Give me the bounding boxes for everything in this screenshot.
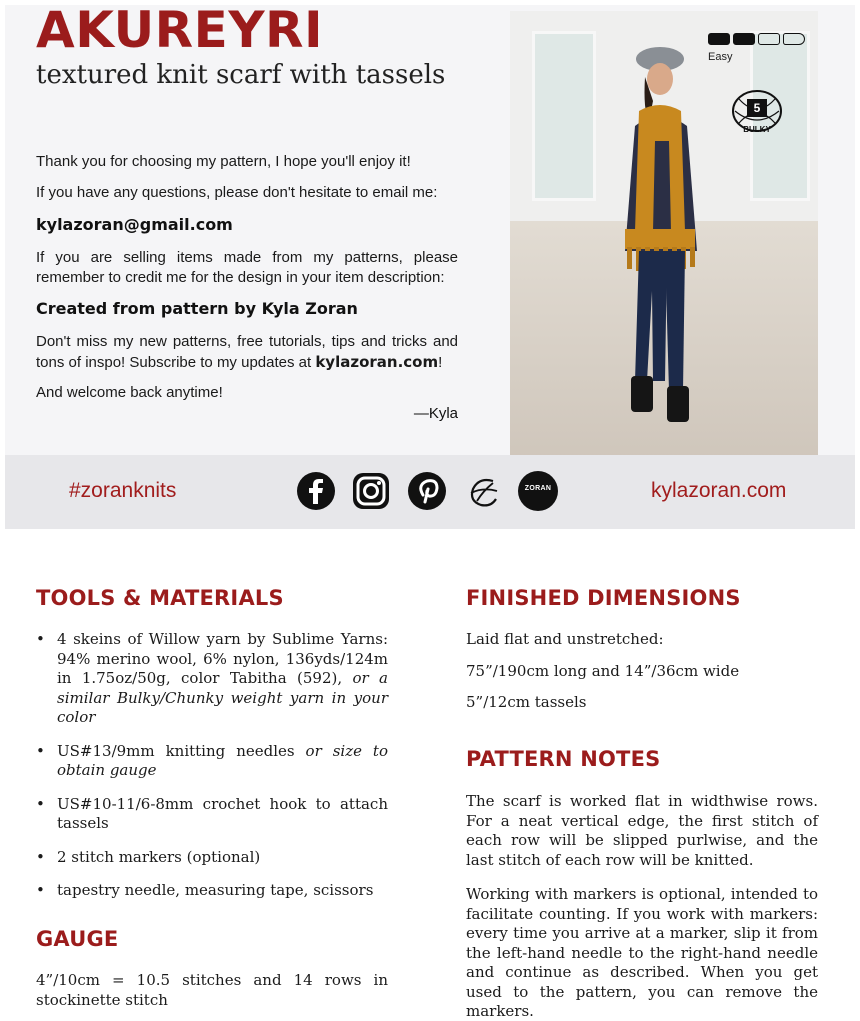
skill-level-bar xyxy=(733,33,755,45)
subscribe-link[interactable]: kylazoran.com xyxy=(315,353,439,371)
tools-item xyxy=(36,630,388,728)
tools-item xyxy=(36,848,388,868)
email-link[interactable]: kylazoran@gmail.com xyxy=(36,215,233,234)
yarn-weight-number: 5 xyxy=(753,101,761,115)
gauge-text: 4”/10cm = 10.5 stitches and 14 rows in stockinette stitch xyxy=(36,971,388,1009)
instagram-icon[interactable] xyxy=(351,471,391,511)
skill-level-bar xyxy=(783,33,805,45)
website-link[interactable]: kylazoran.com xyxy=(651,479,787,502)
skill-level-label: Easy xyxy=(708,51,733,63)
dimensions-line-1: Laid flat and unstretched: xyxy=(466,630,664,648)
subscribe-text xyxy=(36,332,458,373)
page-subtitle: textured knit scarf with tassels xyxy=(36,60,446,90)
model-figure xyxy=(605,31,725,431)
tools-item-text: US#10-11/6-8mm crochet hook to attach tassels xyxy=(57,794,388,832)
tools-item-note: or size to obtain gauge xyxy=(57,741,388,779)
skill-level-bar xyxy=(708,33,730,45)
notes-heading: PATTERN NOTES xyxy=(466,747,661,771)
hashtag-link[interactable]: #zoranknits xyxy=(69,479,177,502)
notes-paragraph-1: The scarf is worked flat in widthwise rows. For a neat vertical edge, the first stitch of each row will be slipped purlwise, and the last stitch of each row will be knitted. xyxy=(466,792,818,869)
tools-item-text: US#13/9mm knitting needles xyxy=(57,741,306,760)
signature: —Kyla xyxy=(413,405,458,422)
gauge-heading: GAUGE xyxy=(36,927,119,951)
subscribe-before: Don't miss my new patterns, free tutorials, tips and tricks and tons of inspo! Subscribe to my updates at xyxy=(36,333,458,371)
zoran-icon[interactable] xyxy=(518,471,558,511)
tools-item xyxy=(36,795,388,834)
dimensions-line-3: 5”/12cm tassels xyxy=(466,693,587,711)
selling-text: If you are selling items made from my patterns, please remember to credit me for the design in your item description: xyxy=(36,249,458,286)
tools-item-text: tapestry needle, measuring tape, scissors xyxy=(57,881,374,899)
social-band xyxy=(5,455,855,529)
dimensions-line-2: 75”/190cm long and 14”/36cm wide xyxy=(466,662,740,680)
tools-item-text: 4 skeins of Willow yarn by Sublime Yarns: 94% merino wool, 6% nylon, 136yds/124m in 1.75oz/50g, color Tabitha (592), xyxy=(57,630,388,687)
tools-item-note: or a similar Bulky/Chunky weight yarn in your color xyxy=(57,669,388,726)
tools-item xyxy=(36,881,388,901)
dimensions-heading: FINISHED DIMENSIONS xyxy=(466,586,741,610)
tools-heading: TOOLS & MATERIALS xyxy=(36,586,284,610)
photo-window-left xyxy=(532,31,596,201)
welcome-text: And welcome back anytime! xyxy=(36,384,223,401)
notes-paragraph-2: Working with markers is optional, intended to facilitate counting. If you work with markers: every time you arrive at a marker, slip it from the left-hand needle to the right-hand needle and continue as described. When you get used to the pattern, you can remove the markers. xyxy=(466,885,818,1020)
ravelry-icon[interactable] xyxy=(463,471,503,511)
credit-text: Created from pattern by Kyla Zoran xyxy=(36,299,358,318)
page-title: AKUREYRI xyxy=(36,1,324,59)
questions-text: If you have any questions, please don't hesitate to email me: xyxy=(36,184,438,201)
skill-level-bar xyxy=(758,33,780,45)
subscribe-after: ! xyxy=(438,354,443,371)
zoran-icon-text: ZORAN xyxy=(524,485,552,492)
tools-list xyxy=(36,630,388,915)
intro-panel xyxy=(5,1,855,455)
yarn-weight-label: BULKY xyxy=(743,125,771,134)
skill-level-badge xyxy=(708,33,805,45)
pinterest-icon[interactable] xyxy=(407,471,447,511)
tools-item xyxy=(36,742,388,781)
tools-item-text: 2 stitch markers (optional) xyxy=(57,847,261,866)
thanks-text: Thank you for choosing my pattern, I hope you'll enjoy it! xyxy=(36,153,411,170)
facebook-icon[interactable] xyxy=(296,471,336,511)
skill-level-bars xyxy=(708,33,805,45)
scarf-photo xyxy=(510,11,818,455)
